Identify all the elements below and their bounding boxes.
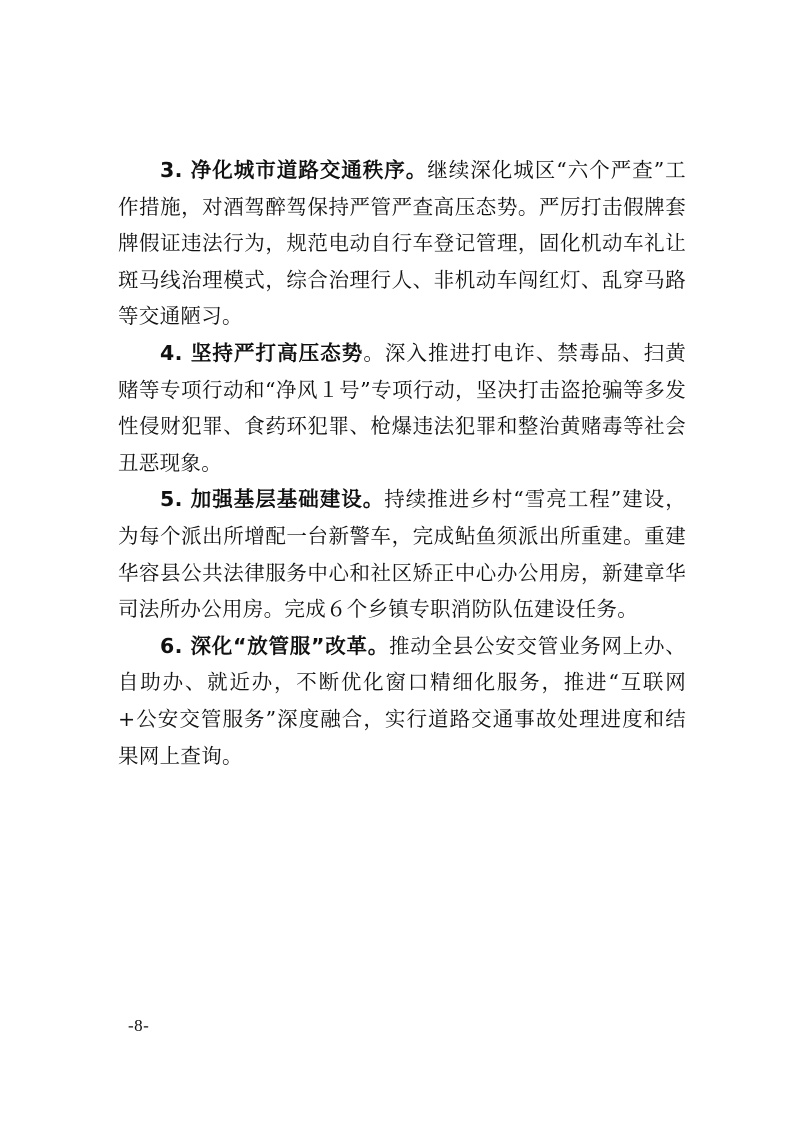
paragraph-heading: 4. 坚持严打高压态势 <box>160 340 364 365</box>
paragraph-text: 推动全县公安交管业务网上办、自助办、就近办，不断优化窗口精细化服务，推进“互联网+公安交管服务”深度融合，实行道路交通事故处理进度和结果网上查询。 <box>118 633 686 768</box>
document-body <box>118 152 686 774</box>
paragraph-4 <box>118 335 686 481</box>
paragraph-text: 。深入推进打电诈、禁毒品、扫黄赌等专项行动和“净风１号”专项行动，坚决打击盗抢骗等多发性侵财犯罪、食药环犯罪、枪爆违法犯罪和整治黄赌毒等社会丑恶现象。 <box>118 340 687 475</box>
paragraph-heading: 6. 深化“放管服”改革。 <box>160 633 389 658</box>
paragraph-text: 持续推进乡村“雪亮工程”建设，为每个派出所增配一台新警车，完成鲇鱼须派出所重建。重建华容县公共法律服务中心和社区矫正中心办公用房，新建章华司法所办公用房。完成６个乡镇专职消防队伍建设任务。 <box>118 487 686 622</box>
paragraph-3 <box>118 152 686 335</box>
paragraph-text: 继续深化城区“六个严查”工作措施，对酒驾醉驾保持严管严查高压态势。严厉打击假牌套牌假证违法行为，规范电动自行车登记管理，固化机动车礼让斑马线治理模式，综合治理行人、非机动车闯红灯、乱穿马路等交通陋习。 <box>118 158 686 329</box>
page-number: -8- <box>128 1016 150 1035</box>
paragraph-heading: 5. 加强基层基础建设。 <box>160 487 385 512</box>
paragraph-5 <box>118 481 686 627</box>
paragraph-6 <box>118 628 686 774</box>
paragraph-heading: 3. 净化城市道路交通秩序。 <box>160 158 428 182</box>
